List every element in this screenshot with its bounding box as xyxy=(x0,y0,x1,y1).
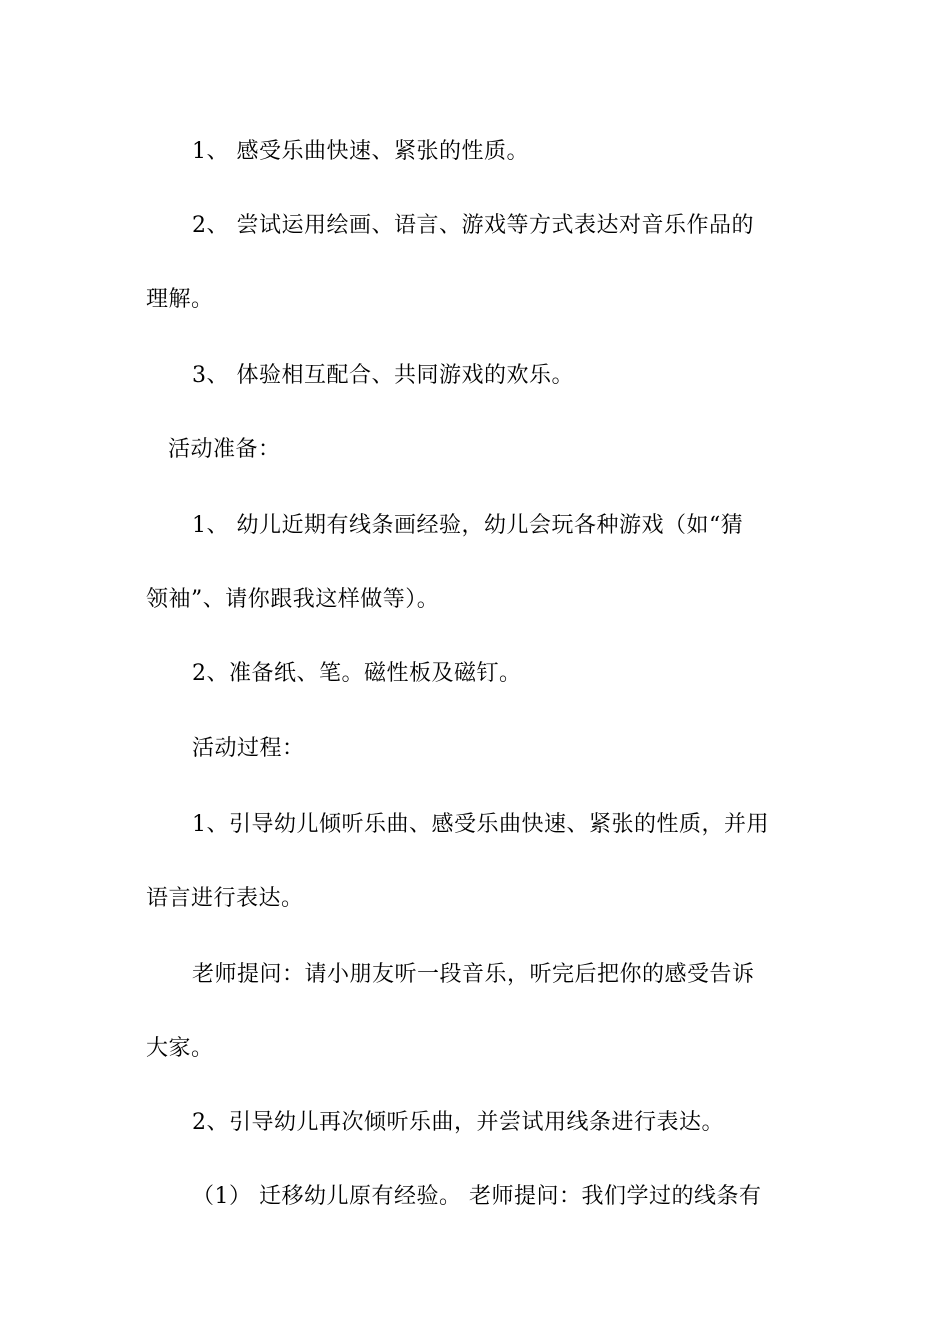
goal-2-continued: 理解。 xyxy=(146,287,214,312)
process-step-2: 2、引导幼儿再次倾听乐曲，并尝试用线条进行表达。 xyxy=(192,1110,724,1135)
process-step-1: 1、引导幼儿倾听乐曲、感受乐曲快速、紧张的性质，并用 xyxy=(192,812,769,837)
preparation-1: 1、 幼儿近期有线条画经验，幼儿会玩各种游戏（如“猜 xyxy=(192,513,744,538)
goal-1: 1、 感受乐曲快速、紧张的性质。 xyxy=(192,139,529,164)
section-heading-process: 活动过程： xyxy=(192,736,305,761)
teacher-question-1-continued: 大家。 xyxy=(146,1036,214,1061)
teacher-question-1: 老师提问：请小朋友听一段音乐，听完后把你的感受告诉 xyxy=(192,962,755,987)
process-step-1-continued: 语言进行表达。 xyxy=(146,886,304,911)
preparation-2: 2、准备纸、笔。磁性板及磁钉。 xyxy=(192,661,522,686)
section-heading-preparation: 活动准备： xyxy=(168,437,281,462)
preparation-1-continued: 领袖”、请你跟我这样做等）。 xyxy=(146,587,440,612)
goal-3: 3、 体验相互配合、共同游戏的欢乐。 xyxy=(192,363,574,388)
goal-2: 2、 尝试运用绘画、语言、游戏等方式表达对音乐作品的 xyxy=(192,213,754,238)
process-step-2-sub-1: （1） 迁移幼儿原有经验。 老师提问：我们学过的线条有 xyxy=(192,1184,762,1209)
